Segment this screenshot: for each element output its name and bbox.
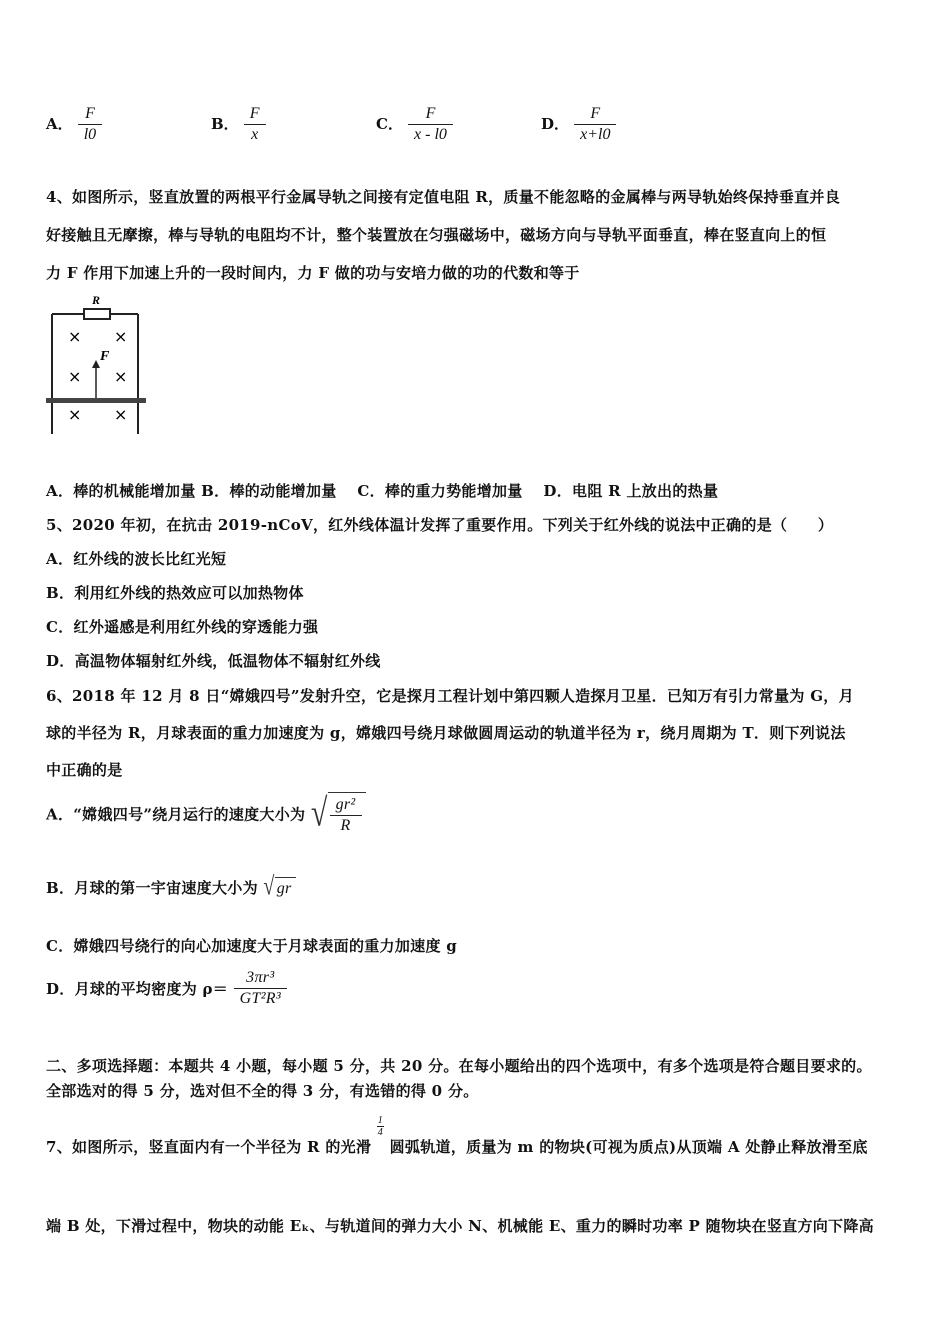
fraction: $\frac{F}{x+l0}$ [574, 104, 616, 145]
force-label: F [100, 349, 110, 364]
option-label: A． [46, 115, 73, 133]
q4-stem-line1: 4、如图所示，竖直放置的两根平行金属导轨之间接有定值电阻 R，质量不能忽略的金属棒与两导轨始终保持垂直并良 [46, 188, 841, 206]
sqrt-expression: √ gr [263, 876, 295, 899]
fraction: $\frac{F}{l0}$ [78, 104, 102, 145]
q6-stem-line2: 球的半径为 R，月球表面的重力加速度为 g，嫦娥四号绕月球做圆周运动的轨道半径为 r，绕月周期为 T．则下列说法 [46, 724, 846, 742]
q4-stem-line3: 力 F 作用下加速上升的一段时间内，力 F 做的功与安培力做的功的代数和等于 [46, 264, 580, 282]
section2-heading-line2: 全部选对的得 5 分，选对但不全的得 3 分，有选错的得 0 分。 [46, 1082, 479, 1100]
resistor-label: R [92, 293, 101, 307]
option-label: C． [376, 115, 403, 133]
q6-option-b [46, 872, 296, 902]
q5-option-d: D．高温物体辐射红外线，低温物体不辐射红外线 [46, 652, 381, 670]
q6-option-d [46, 968, 287, 1009]
q7-stem-line1: 7、如图所示，竖直面内有一个半径为 R 的光滑 $\frac{1}{4}$ 圆弧轨道，质量为 m 的物块(可视为质点)从顶端 A 处静止释放滑至底 [46, 1114, 868, 1156]
q6-stem-line1: 6、2018 年 12 月 8 日“嫦娥四号”发射升空，它是探月工程计划中第四颗人造探月卫星．已知万有引力常量为 G，月 [46, 687, 854, 705]
q5-option-a: A．红外线的波长比红光短 [46, 550, 227, 568]
q3-option-b [211, 104, 266, 145]
field-cross: × [114, 327, 128, 346]
sqrt-expression: √ $\frac{\text{gr²}}{R}$ [311, 792, 366, 836]
q6-option-a [46, 792, 366, 836]
q6-stem-line3: 中正确的是 [46, 761, 123, 779]
q4-options: A．棒的机械能增加量 B．棒的动能增加量 C．棒的重力势能增加量 D．电阻 R 上放出的热量 [46, 482, 719, 500]
metal-rod [46, 398, 146, 403]
field-cross: × [114, 367, 128, 386]
section2-heading-line1: 二、多项选择题：本题共 4 小题，每小题 5 分，共 20 分。在每小题给出的四个选项中，有多个选项是符合题目要求的。 [46, 1057, 872, 1075]
q3-option-a [46, 104, 102, 145]
fraction: $\frac{1}{4}$ [377, 1114, 384, 1138]
field-cross: × [114, 405, 128, 424]
field-cross: × [68, 367, 82, 386]
option-text: D．月球的平均密度为 ρ＝ [46, 980, 229, 998]
force-arrow-head [92, 360, 100, 368]
q5-stem: 5、2020 年初，在抗击 2019-nCoV，红外线体温计发挥了重要作用。下列关于红外线的说法中正确的是（ ） [46, 516, 834, 534]
q5-option-c: C．红外遥感是利用红外线的穿透能力强 [46, 618, 319, 636]
q3-option-d [541, 104, 616, 145]
q6-option-c: C．嫦娥四号绕行的向心加速度大于月球表面的重力加速度 g [46, 937, 458, 955]
field-cross: × [68, 405, 82, 424]
option-label: D． [541, 115, 570, 133]
option-text: A．“嫦娥四号”绕月运行的速度大小为 [46, 805, 306, 824]
fraction: $\frac{F}{x - l0}$ [408, 104, 453, 145]
q5-option-b: B．利用红外线的热效应可以加热物体 [46, 584, 304, 602]
fraction: $\frac{\text{3πr³}}{\text{GT²R³}}$ [234, 968, 287, 1009]
q7-stem-line2: 端 B 处，下滑过程中，物块的动能 Eₖ、与轨道间的弹力大小 N、机械能 E、重力的瞬时功率 P 随物块在竖直方向下降高 [46, 1217, 874, 1235]
q3-option-c [376, 104, 453, 145]
option-text: B．月球的第一宇宙速度大小为 [46, 879, 258, 897]
field-cross: × [68, 327, 82, 346]
option-label: B． [211, 115, 239, 133]
fraction: $\frac{F}{x}$ [244, 104, 266, 145]
q4-stem-line2: 好接触且无摩擦，棒与导轨的电阻均不计，整个装置放在匀强磁场中，磁场方向与导轨平面垂直，棒在竖直向上的恒 [46, 226, 827, 244]
q4-circuit-figure [44, 292, 154, 437]
